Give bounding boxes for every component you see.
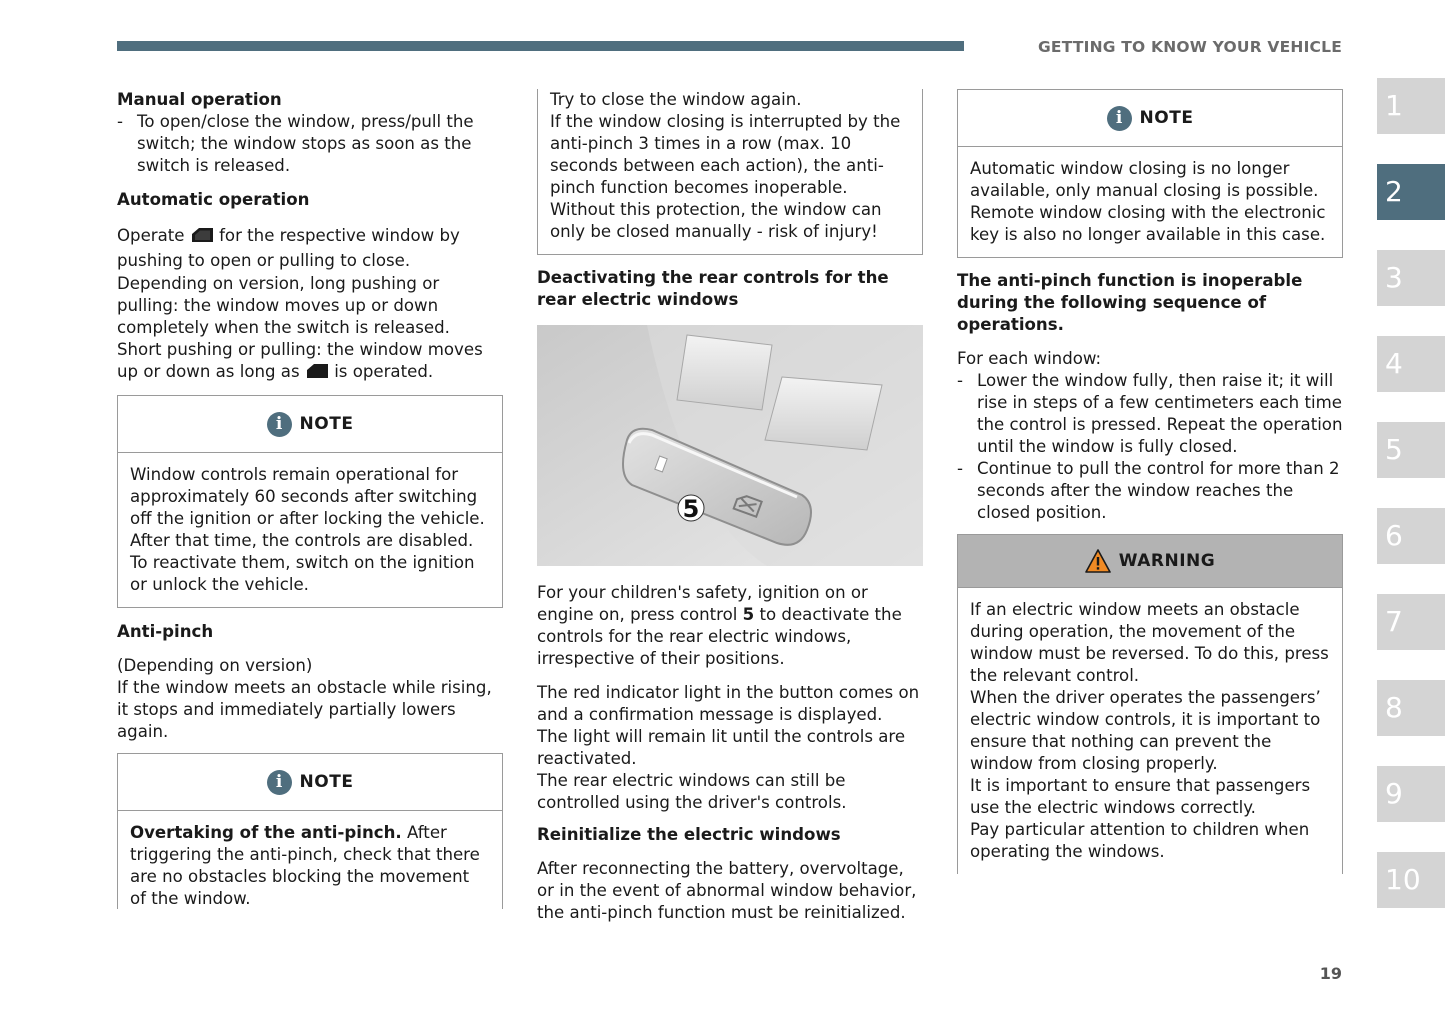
info-icon: i [267, 770, 292, 795]
header-bar [117, 41, 964, 51]
text-span: Operate [117, 226, 185, 245]
note-bold-lead: Overtaking of the anti-pinch. [130, 823, 402, 842]
warning-p4: Pay particular attention to children when operating the windows. [970, 820, 1310, 861]
note-continued-p2: If the window closing is interrupted by the anti-pinch 3 times in a row (max. 10 seconds between each action), the anti-pinch function becomes inoperable. [550, 112, 901, 197]
figure-callout-5: 5 [682, 495, 700, 523]
text-span: For your children's safety, ignition on or engine on, press control [537, 583, 868, 624]
chapter-tab-3[interactable]: 3 [1377, 250, 1445, 306]
window-switch-icon [305, 363, 329, 379]
chapter-tab-5[interactable]: 5 [1377, 422, 1445, 478]
deactivating-text [537, 582, 923, 670]
note-box [117, 395, 503, 608]
chapter-tab-9[interactable]: 9 [1377, 766, 1445, 822]
chapter-tab-6[interactable]: 6 [1377, 508, 1445, 564]
control-number: 5 [742, 605, 755, 624]
light-text: The light will remain lit until the controls are reactivated. [537, 727, 906, 768]
info-icon: i [1107, 106, 1132, 131]
note-box-anti-pinch [117, 753, 503, 909]
warning-icon [1085, 549, 1111, 573]
indicator-text: The red indicator light in the button comes on and a confirmation message is displayed. [537, 683, 920, 724]
manual-operation-list [117, 111, 503, 177]
note-box [957, 89, 1343, 258]
warning-label: WARNING [1118, 551, 1216, 571]
chapter-tab-1[interactable]: 1 [1377, 78, 1445, 134]
text-span: for the respective window by pushing to open or pulling to close. [117, 226, 460, 270]
automatic-operation-text [117, 223, 503, 273]
inoperable-heading: The anti-pinch function is inoperable during the following sequence of operations. [957, 271, 1303, 334]
note-label: NOTE [1139, 108, 1194, 128]
anti-pinch-text: If the window meets an obstacle while rising, it stops and immediately partially lowers again. [117, 678, 492, 741]
note-header [118, 754, 502, 811]
reinitialize-text: After reconnecting the battery, overvoltage, or in the event of abnormal window behavior, the anti-pinch function must be reinitialized. [537, 859, 917, 922]
deactivating-heading: Deactivating the rear controls for the rear electric windows [537, 268, 889, 309]
warning-header [958, 535, 1342, 588]
note-label: NOTE [299, 772, 354, 792]
anti-pinch-version: (Depending on version) [117, 656, 313, 675]
list-item: - Lower the window fully, then raise it; it will rise in steps of a few centimeters each time the control is pressed. Repeat the operation until the window is fully closed. [957, 370, 1343, 458]
window-switch-icon [190, 227, 214, 243]
warning-p3: It is important to ensure that passengers use the electric windows correctly. [970, 776, 1311, 817]
manual-operation-heading: Manual operation [117, 90, 282, 109]
note-body: Window controls remain operational for approximately 60 seconds after switching off the ignition or after locking the vehicle. After that time, the controls are disabled. To reactivate them, switch on the ignition or unlock the vehicle. [130, 465, 485, 594]
note-continued-p1: Try to close the window again. [550, 90, 802, 109]
automatic-operation-short [117, 339, 503, 383]
note-body [118, 811, 502, 909]
text-span: is operated. [334, 362, 434, 381]
inoperable-list [957, 370, 1343, 524]
note-box-continued [537, 89, 923, 255]
automatic-operation-long: Depending on version, long pushing or pulling: the window moves up or down completely when the switch is released. [117, 274, 450, 337]
rear-window-controls-figure [537, 325, 923, 566]
note-body: Automatic window closing is no longer available, only manual closing is possible. Remote window closing with the electronic key is also no longer available in this case. [970, 159, 1326, 244]
warning-p1: If an electric window meets an obstacle during operation, the movement of the window must be reversed. To do this, press the relevant control. [970, 600, 1329, 685]
column-3 [957, 89, 1343, 874]
reinitialize-heading: Reinitialize the electric windows [537, 825, 841, 844]
anti-pinch-heading: Anti-pinch [117, 622, 214, 641]
note-header [958, 90, 1342, 147]
note-header [118, 396, 502, 453]
page-number: 19 [1319, 964, 1342, 983]
driver-controls-text: The rear electric windows can still be controlled using the driver's controls. [537, 771, 847, 812]
note-label: NOTE [299, 414, 354, 434]
text-span: After triggering the anti-pinch, check that there are no obstacles blocking the movement of the window. [130, 823, 480, 908]
warning-body [958, 588, 1342, 874]
text-span: Short pushing or pulling: the window moves up or down as long as [117, 340, 483, 381]
automatic-operation-heading: Automatic operation [117, 190, 310, 209]
chapter-title: GETTING TO KNOW YOUR VEHICLE [1038, 38, 1342, 56]
chapter-tab-2[interactable]: 2 [1377, 164, 1445, 220]
chapter-tab-7[interactable]: 7 [1377, 594, 1445, 650]
column-1 [117, 89, 503, 909]
chapter-tab-10[interactable]: 10 [1377, 852, 1445, 908]
list-item: - To open/close the window, press/pull the switch; the window stops as soon as the switch is released. [117, 111, 503, 177]
chapter-tab-4[interactable]: 4 [1377, 336, 1445, 392]
inoperable-intro: For each window: [957, 349, 1102, 368]
column-2 [537, 89, 923, 924]
warning-box [957, 534, 1343, 874]
text-span: to deactivate the controls for the rear electric windows, irrespective of their positions. [537, 605, 902, 668]
list-item: - Continue to pull the control for more than 2 seconds after the window reaches the closed position. [957, 458, 1343, 524]
note-continued-p3: Without this protection, the window can only be closed manually - risk of injury! [550, 200, 882, 241]
warning-p2: When the driver operates the passengers’ electric window controls, it is important to ensure that nothing can prevent the window from closing properly. [970, 688, 1321, 773]
info-icon: i [267, 412, 292, 437]
chapter-tab-8[interactable]: 8 [1377, 680, 1445, 736]
